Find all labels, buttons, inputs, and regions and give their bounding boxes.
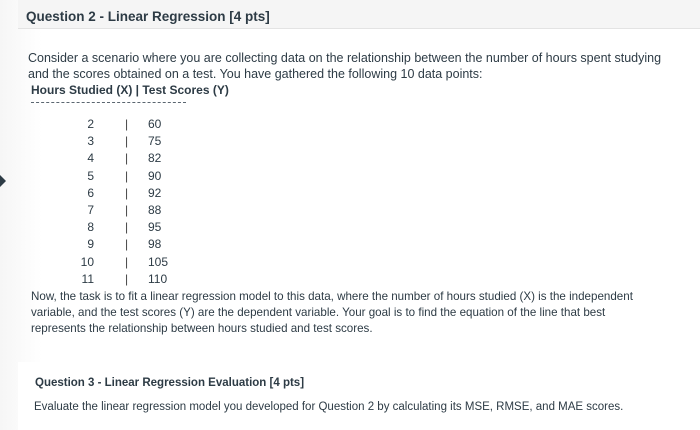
hours-studied-value: 2 bbox=[87, 117, 94, 131]
table-divider bbox=[31, 102, 186, 103]
question-3-body: Evaluate the linear regression model you developed for Question 2 by calculating its MSE, RMSE, and MAE scores. bbox=[34, 401, 624, 413]
column-separator: | bbox=[125, 237, 129, 252]
test-score-value: 88 bbox=[148, 202, 162, 217]
table-row bbox=[70, 134, 190, 151]
table-row bbox=[70, 151, 190, 168]
hours-studied-value: 4 bbox=[87, 151, 94, 166]
test-score-value: 98 bbox=[148, 237, 162, 252]
question-2-title: Question 2 - Linear Regression [4 pts] bbox=[26, 9, 270, 24]
test-score-value: 92 bbox=[148, 185, 162, 200]
column-separator: | bbox=[125, 134, 129, 149]
hours-studied-value: 5 bbox=[87, 168, 94, 183]
test-score-value: 75 bbox=[148, 134, 162, 149]
data-table-header: Hours Studied (X) | Test Scores (Y) bbox=[31, 83, 229, 97]
question-2-intro: Consider a scenario where you are collecting data on the relationship between the number of hours spent studying and the scores obtained on a test. You have gathered the following 10 data points: bbox=[28, 51, 662, 81]
table-row bbox=[70, 272, 190, 289]
question-3-section bbox=[18, 362, 700, 430]
table-row bbox=[70, 220, 190, 237]
table-row bbox=[70, 237, 190, 254]
table-row bbox=[70, 117, 190, 134]
test-score-value: 60 bbox=[148, 117, 162, 131]
column-separator: | bbox=[125, 151, 129, 166]
test-score-value: 110 bbox=[148, 271, 168, 286]
hours-studied-value: 11 bbox=[81, 271, 94, 286]
column-separator: | bbox=[125, 168, 129, 183]
column-separator: | bbox=[125, 220, 129, 235]
hours-studied-value: 10 bbox=[80, 254, 94, 269]
hours-studied-value: 3 bbox=[87, 134, 94, 149]
table-row bbox=[70, 169, 190, 186]
column-separator: | bbox=[125, 185, 129, 200]
column-separator: | bbox=[125, 202, 129, 217]
collapse-arrow-icon[interactable] bbox=[0, 175, 6, 187]
column-separator: | bbox=[125, 271, 129, 286]
test-score-value: 95 bbox=[148, 220, 162, 235]
table-row bbox=[70, 186, 190, 203]
data-table bbox=[70, 117, 190, 289]
column-separator: | bbox=[125, 254, 129, 269]
test-score-value: 90 bbox=[148, 168, 162, 183]
hours-studied-value: 6 bbox=[87, 185, 94, 200]
test-score-value: 105 bbox=[148, 254, 169, 269]
test-score-value: 82 bbox=[148, 151, 162, 166]
hours-studied-value: 8 bbox=[87, 220, 94, 235]
question-3-title: Question 3 - Linear Regression Evaluation [4 pts] bbox=[35, 377, 305, 389]
table-row bbox=[70, 255, 190, 272]
column-separator: | bbox=[125, 117, 129, 131]
hours-studied-value: 9 bbox=[87, 237, 94, 252]
hours-studied-value: 7 bbox=[87, 202, 94, 217]
question-2-task: Now, the task is to fit a linear regression model to this data, where the number of hours studied (X) is the independent variable, and the test scores (Y) are the dependent variable. Your goal is to find the equation of the line that best represents the relationship between hours studied and test scores. bbox=[31, 290, 633, 335]
table-row bbox=[70, 203, 190, 220]
